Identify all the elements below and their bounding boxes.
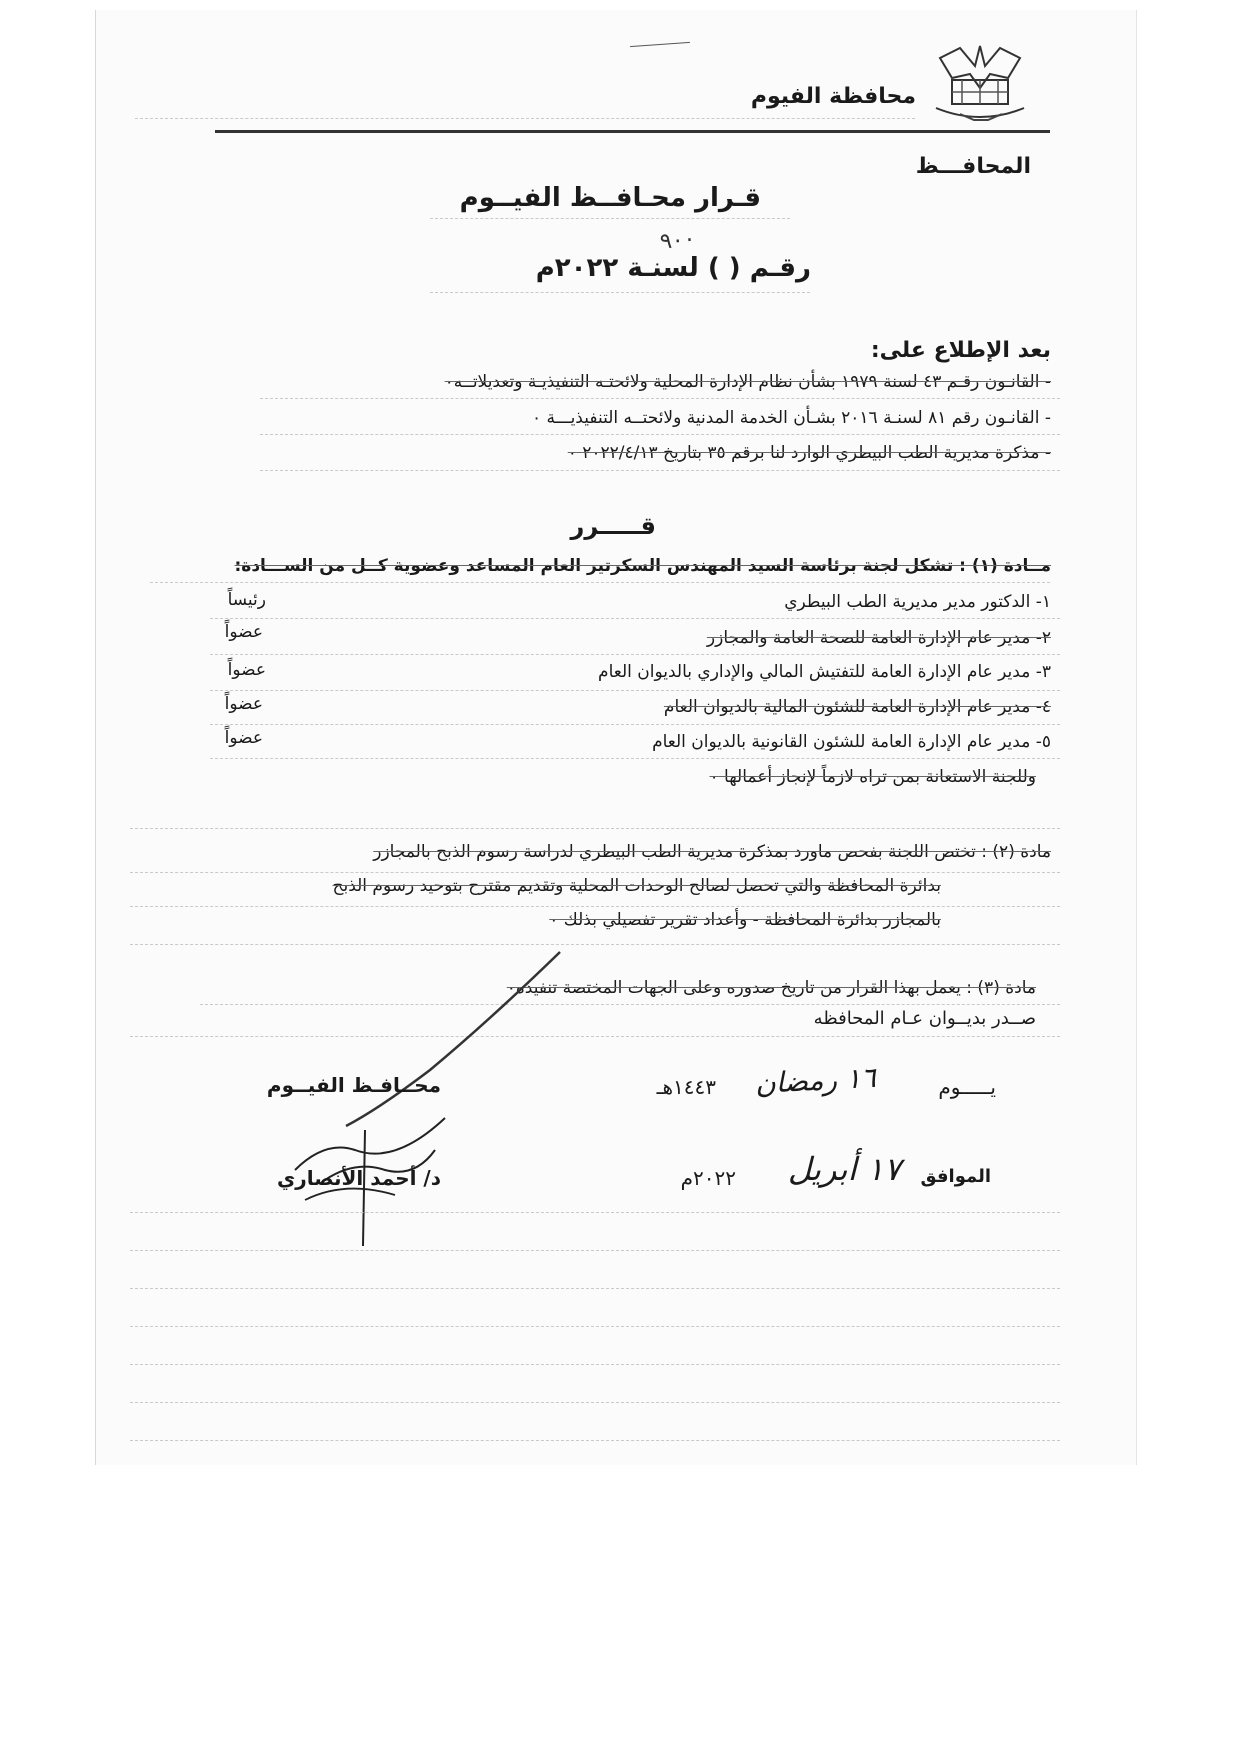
decree-number: رقـم ( ) لسنـة ٢٠٢٢م xyxy=(535,253,811,283)
day-label: يـــــوم xyxy=(938,1075,996,1099)
resolution-heading: قـــــرر xyxy=(570,512,656,540)
corr-handwritten: ١٧ أبريل xyxy=(787,1150,901,1188)
pen-stroke xyxy=(340,950,570,1130)
article-3: مادة (٣) : يعمل بهذا القرار من تاريخ صدوره وعلى الجهات المختصة تنفيذه٠ xyxy=(506,978,1036,998)
corr-label: الموافق xyxy=(920,1166,991,1187)
member-name: ٢- مدير عام الإدارة العامة للصحة العامة والمجازر xyxy=(706,628,1051,648)
member-name: ٣- مدير عام الإدارة العامة للتفتيش المالي والإداري بالديوان العام xyxy=(598,662,1051,682)
member-name: ٤- مدير عام الإدارة العامة للشئون المالية بالديوان العام xyxy=(663,697,1051,717)
member-role: رئيساً xyxy=(227,590,266,610)
page-role: المحافـــظ xyxy=(915,154,1031,179)
issued-at: صــدر بديــوان عـام المحافظه xyxy=(813,1008,1036,1029)
article-2-line: بدائرة المحافظة والتي تحصل لصالح الوحدات المحلية وتقديم مقترح بتوحيد رسوم الذبح xyxy=(332,876,941,896)
member-role: عضواً xyxy=(224,694,263,714)
hijri-year: ١٤٤٣هـ xyxy=(656,1075,716,1099)
emblem-icon xyxy=(930,38,1030,128)
greg-year: ٢٠٢٢م xyxy=(680,1166,736,1190)
governorate-name: محافظة الفيوم xyxy=(750,84,916,109)
preamble-item: - مذكرة مديرية الطب البيطري الوارد لنا برقم ٣٥ بتاريخ ٢٠٢٢/٤/١٣ ٠ xyxy=(567,443,1051,463)
preamble-heading: بعد الإطلاع على: xyxy=(870,338,1051,363)
preamble-item: - القانـون رقـم ٤٣ لسنة ١٩٧٩ بشأن نظام الإدارة المحلية ولائحتـه التنفيذيـة وتعديلاتــه٠ xyxy=(444,372,1051,392)
committee-note: وللجنة الاستعانة بمن تراه لازماً لإنجاز أعمالها ٠ xyxy=(709,767,1036,787)
member-name: ١- الدكتور مدير مديرية الطب البيطري xyxy=(784,592,1051,612)
signatory-role: محــافـظ الفيــوم xyxy=(266,1073,441,1097)
decree-title: قـرار محـافــظ الفيــوم xyxy=(459,183,761,213)
article-1: مــادة (١) : تشكل لجنة برئاسة السيد المهندس السكرتير العام المساعد وعضوية كــل من الســـادة: xyxy=(234,556,1051,576)
day-handwritten: ١٦ رمضان xyxy=(754,1060,877,1101)
article-2-line: بالمجازر بدائرة المحافظة - وأعداد تقرير تفصيلي بذلك ٠ xyxy=(549,910,941,930)
member-role: عضواً xyxy=(224,622,263,642)
handwritten-number: ٩٠٠ xyxy=(658,226,697,255)
member-role: عضواً xyxy=(227,660,266,680)
preamble-item: - القانـون رقم ٨١ لسنـة ٢٠١٦ بشـأن الخدمة المدنية ولائحتــه التنفيذيـــة ٠ xyxy=(531,408,1051,428)
member-role: عضواً xyxy=(224,728,263,748)
header-rule xyxy=(215,130,1050,133)
signatory-name: د/ أحمد الأنصاري xyxy=(276,1166,441,1190)
article-2-line: مادة (٢) : تختص اللجنة بفحص ماورد بمذكرة مديرية الطب البيطري لدراسة رسوم الذبح بالمجازر xyxy=(373,842,1051,862)
member-name: ٥- مدير عام الإدارة العامة للشئون القانونية بالديوان العام xyxy=(652,732,1051,752)
